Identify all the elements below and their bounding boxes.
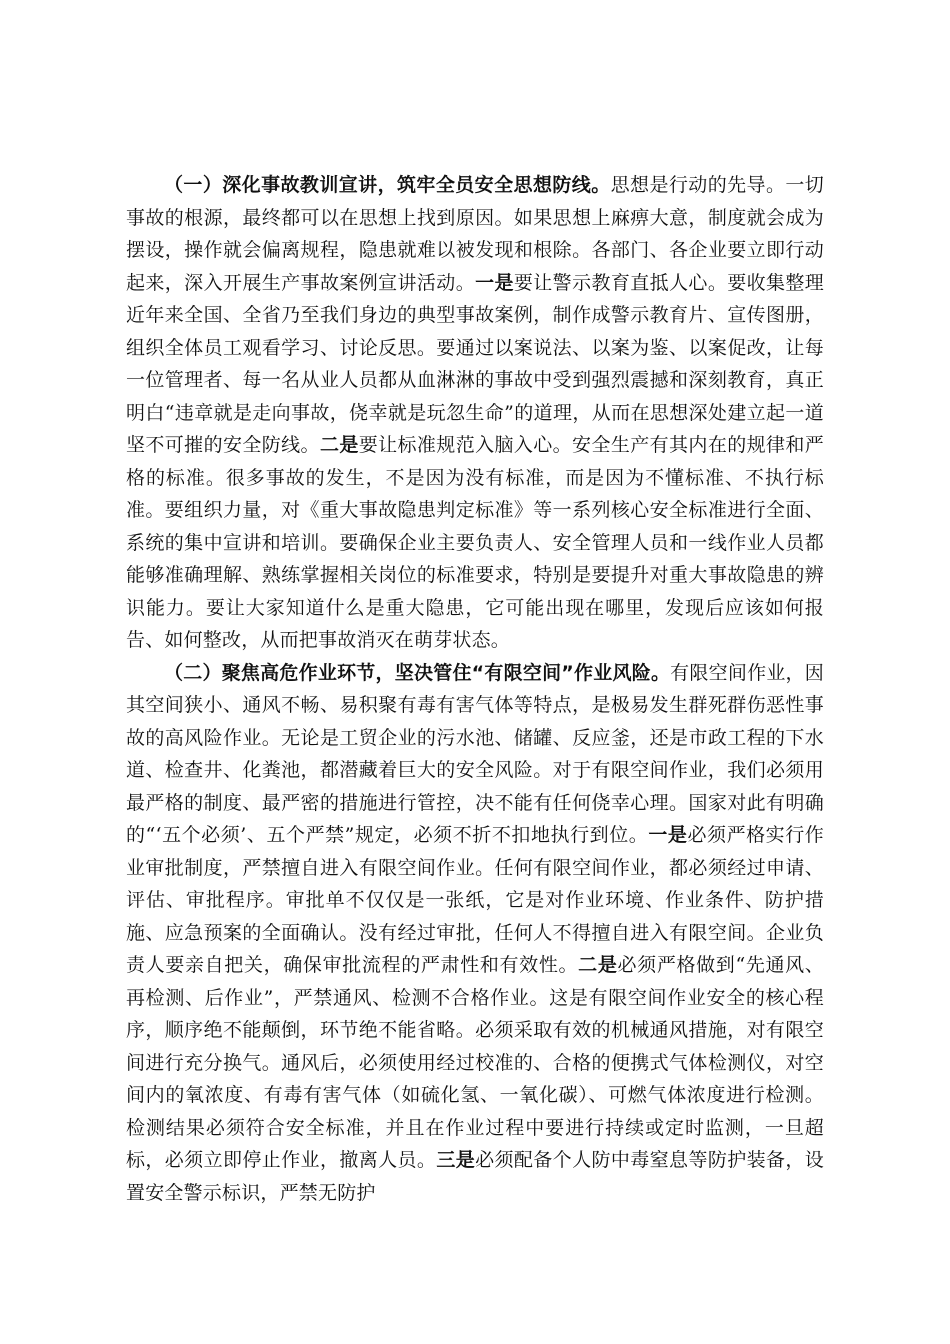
section-1-point-2-label: 二是 bbox=[319, 434, 359, 456]
section-1-point-2-text: 要让标准规范入脑入心。安全生产有其内在的规律和严格的标准。很多事故的发生，不是因为没有标准，而是因为不懂标准、不执行标准。要组织力量，对《重大事故隐患判定标准》等一系列核心安全标准进行全面、系统的集中宣讲和培训。要确保企业主要负责人、安全管理人员和一线作业人员都能够准确理解、熟练掌握相关岗位的标准要求，特别是要提升对重大事故隐患的辨识能力。要让大家知道什么是重大隐患，它可能出现在哪里，发现后应该如何报告、如何整改，从而把事故消灭在萌芽状态。 bbox=[126, 434, 824, 651]
section-2-point-3-label: 三是 bbox=[436, 1149, 476, 1171]
section-2-intro: 有限空间作业，因其空间狭小、通风不畅、易积聚有毒有害气体等特点，是极易发生群死群伤恶性事故的高风险作业。无论是工贸企业的污水池、储罐、反应釜，还是市政工程的下水道、检查井、化粪池，都潜藏着巨大的安全风险。对于有限空间作业，我们必须用最严格的制度、最严密的措施进行管控，决不能有任何侥幸心理。国家对此有明确的“‘五个必须’、五个严禁”规定，必须不折不扣地执行到位。 bbox=[126, 661, 824, 846]
section-1-paragraph bbox=[126, 169, 824, 657]
section-2-point-2-label: 二是 bbox=[578, 954, 618, 976]
section-2-point-2-text: 必须严格做到“先通风、再检测、后作业”，严禁通风、检测不合格作业。这是有限空间作业安全的核心程序，顺序绝不能颠倒，环节绝不能省略。必须采取有效的机械通风措施，对有限空间进行充分换气。通风后，必须使用经过校准的、合格的便携式气体检测仪，对空间内的氧浓度、有毒有害气体（如硫化氢、一氧化碳）、可燃气体浓度进行检测。检测结果必须符合安全标准，并且在作业过程中要进行持续或定时监测，一旦超标，必须立即停止作业，撤离人员。 bbox=[126, 954, 825, 1171]
section-1-intro: 思想是行动的先导。一切事故的根源，最终都可以在思想上找到原因。如果思想上麻痹大意，制度就会成为摆设，操作就会偏离规程，隐患就难以被发现和根除。各部门、各企业要立即行动起来，深入开展生产事故案例宣讲活动。 bbox=[126, 174, 825, 294]
section-2-point-1-text: 必须严格实行作业审批制度，严禁擅自进入有限空间作业。任何有限空间作业，都必须经过申请、评估、审批程序。审批单不仅仅是一张纸，它是对作业环境、作业条件、防护措施、应急预案的全面确认。没有经过审批，任何人不得擅自进入有限空间。企业负责人要亲自把关，确保审批流程的严肃性和有效性。 bbox=[126, 824, 824, 976]
section-2-heading: （二）聚焦高危作业环节，坚决管住“有限空间”作业风险。 bbox=[164, 661, 671, 684]
section-2-point-3-text: 必须配备个人防中毒窒息等防护装备，设置安全警示标识，严禁无防护 bbox=[126, 1149, 825, 1204]
section-1-point-1-label: 一是 bbox=[475, 271, 514, 294]
document-body bbox=[126, 169, 824, 1209]
section-1-point-1-text: 要让警示教育直抵人心。要收集整理近年来全国、全省乃至我们身边的典型事故案例，制作成警示教育片、宣传图册，组织全体员工观看学习、讨论反思。要通过以案说法、以案为鉴、以案促改，让每一位管理者、每一名从业人员都从血淋淋的事故中受到强烈震撼和深刻教育，真正明白“违章就是走向事故，侥幸就是玩忽生命”的道理，从而在思想深处建立起一道坚不可摧的安全防线。 bbox=[126, 271, 824, 456]
section-2-point-1-label: 一是 bbox=[648, 824, 688, 846]
section-1-heading: （一）深化事故教训宣讲，筑牢全员安全思想防线。 bbox=[164, 174, 611, 196]
section-2-paragraph bbox=[126, 657, 824, 1210]
